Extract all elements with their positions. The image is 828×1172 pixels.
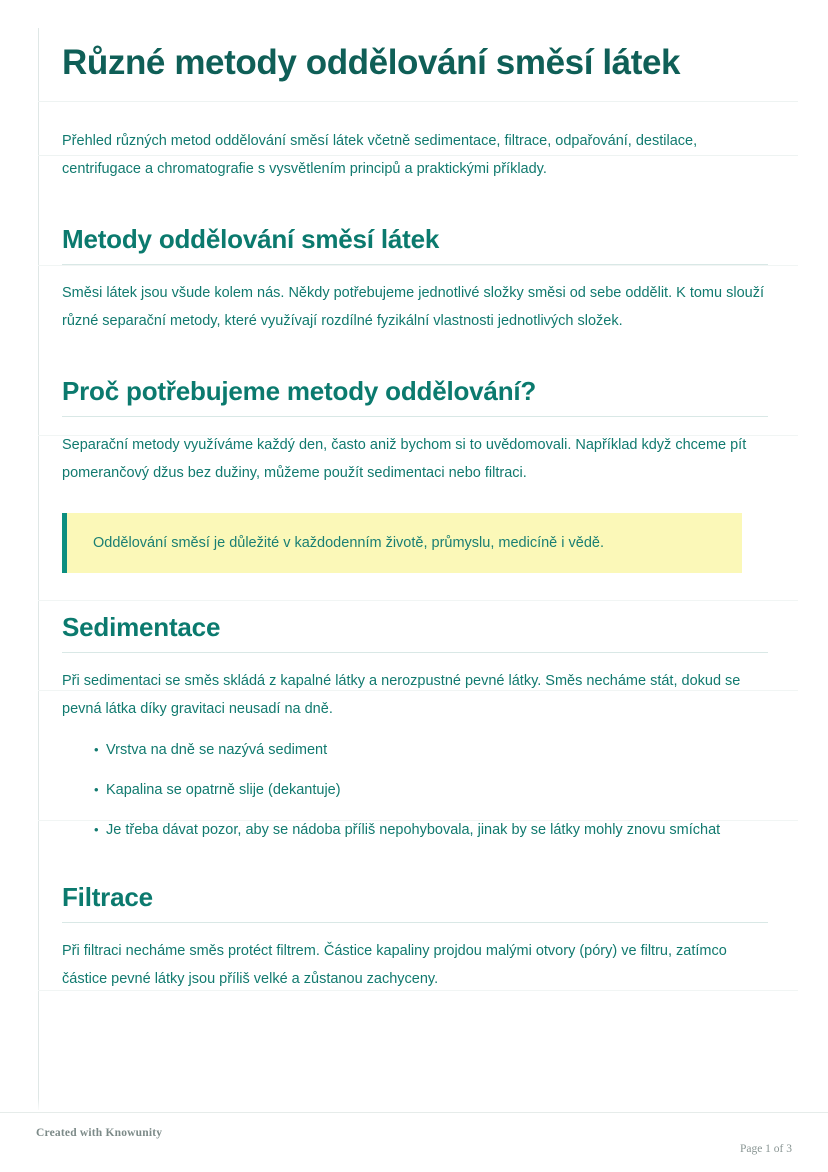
section-paragraph-filtrace: Při filtraci necháme směs protéct filtrem. Částice kapaliny projdou malými otvory (póry) ve filtru, zatímco částice pevné látky jsou příliš velké a zůstanou zachyceny.: [62, 943, 727, 987]
section-divider: [62, 416, 768, 417]
document-content: [62, 40, 768, 993]
page-title: Různé metody oddělování směsí látek: [62, 43, 681, 82]
section-divider: [62, 922, 768, 923]
bullet-list-sedimentace: [62, 737, 768, 843]
document-subtitle: Přehled různých metod oddělování směsí látek včetně sedimentace, filtrace, odpařování, destilace, centrifugace a chromatografie s vysvětlením principů a praktickými příklady.: [62, 133, 698, 177]
section-paragraph-proc: Separační metody využíváme každý den, často aniž bychom si to uvědomovali. Například když chceme pít pomerančový džus bez dužiny, můžeme použít sedimentaci nebo filtraci.: [62, 437, 747, 481]
footer-page-number: Page 1 of 3: [739, 1143, 792, 1155]
list-item: • Vrstva na dně se nazývá sediment: [94, 737, 768, 763]
page-footer: [0, 1112, 828, 1172]
section-heading-filtrace: Filtrace: [62, 882, 153, 912]
section-paragraph-metody: Směsi látek jsou všude kolem nás. Někdy potřebujeme jednotlivé složky směsi od sebe oddělit. K tomu slouží různé separační metody, které využívají rozdílné fyzikální vlastnosti jednotlivých složek.: [62, 285, 764, 329]
page-bottom-fade: [0, 1098, 828, 1112]
list-item: • Je třeba dávat pozor, aby se nádoba příliš nepohybovala, jinak by se látky mohly znovu smíchat: [94, 817, 768, 843]
section-paragraph-sedimentace: Při sedimentaci se směs skládá z kapalné látky a nerozpustné pevné látky. Směs necháme stát, dokud se pevná látka díky gravitaci neusadí na dně.: [62, 673, 741, 717]
section-heading-proc: Proč potřebujeme metody oddělování?: [62, 376, 537, 406]
footer-credit: Created with Knowunity: [36, 1127, 163, 1139]
section-divider: [62, 264, 768, 265]
list-item: • Kapalina se opatrně slije (dekantuje): [94, 777, 768, 803]
section-divider: [62, 652, 768, 653]
section-heading-sedimentace: Sedimentace: [62, 612, 221, 642]
callout-box: Oddělování směsí je důležité v každodenním životě, průmyslu, medicíně i vědě.: [62, 513, 742, 573]
left-margin-rule: [38, 28, 39, 1110]
section-heading-metody: Metody oddělování směsí látek: [62, 224, 440, 254]
